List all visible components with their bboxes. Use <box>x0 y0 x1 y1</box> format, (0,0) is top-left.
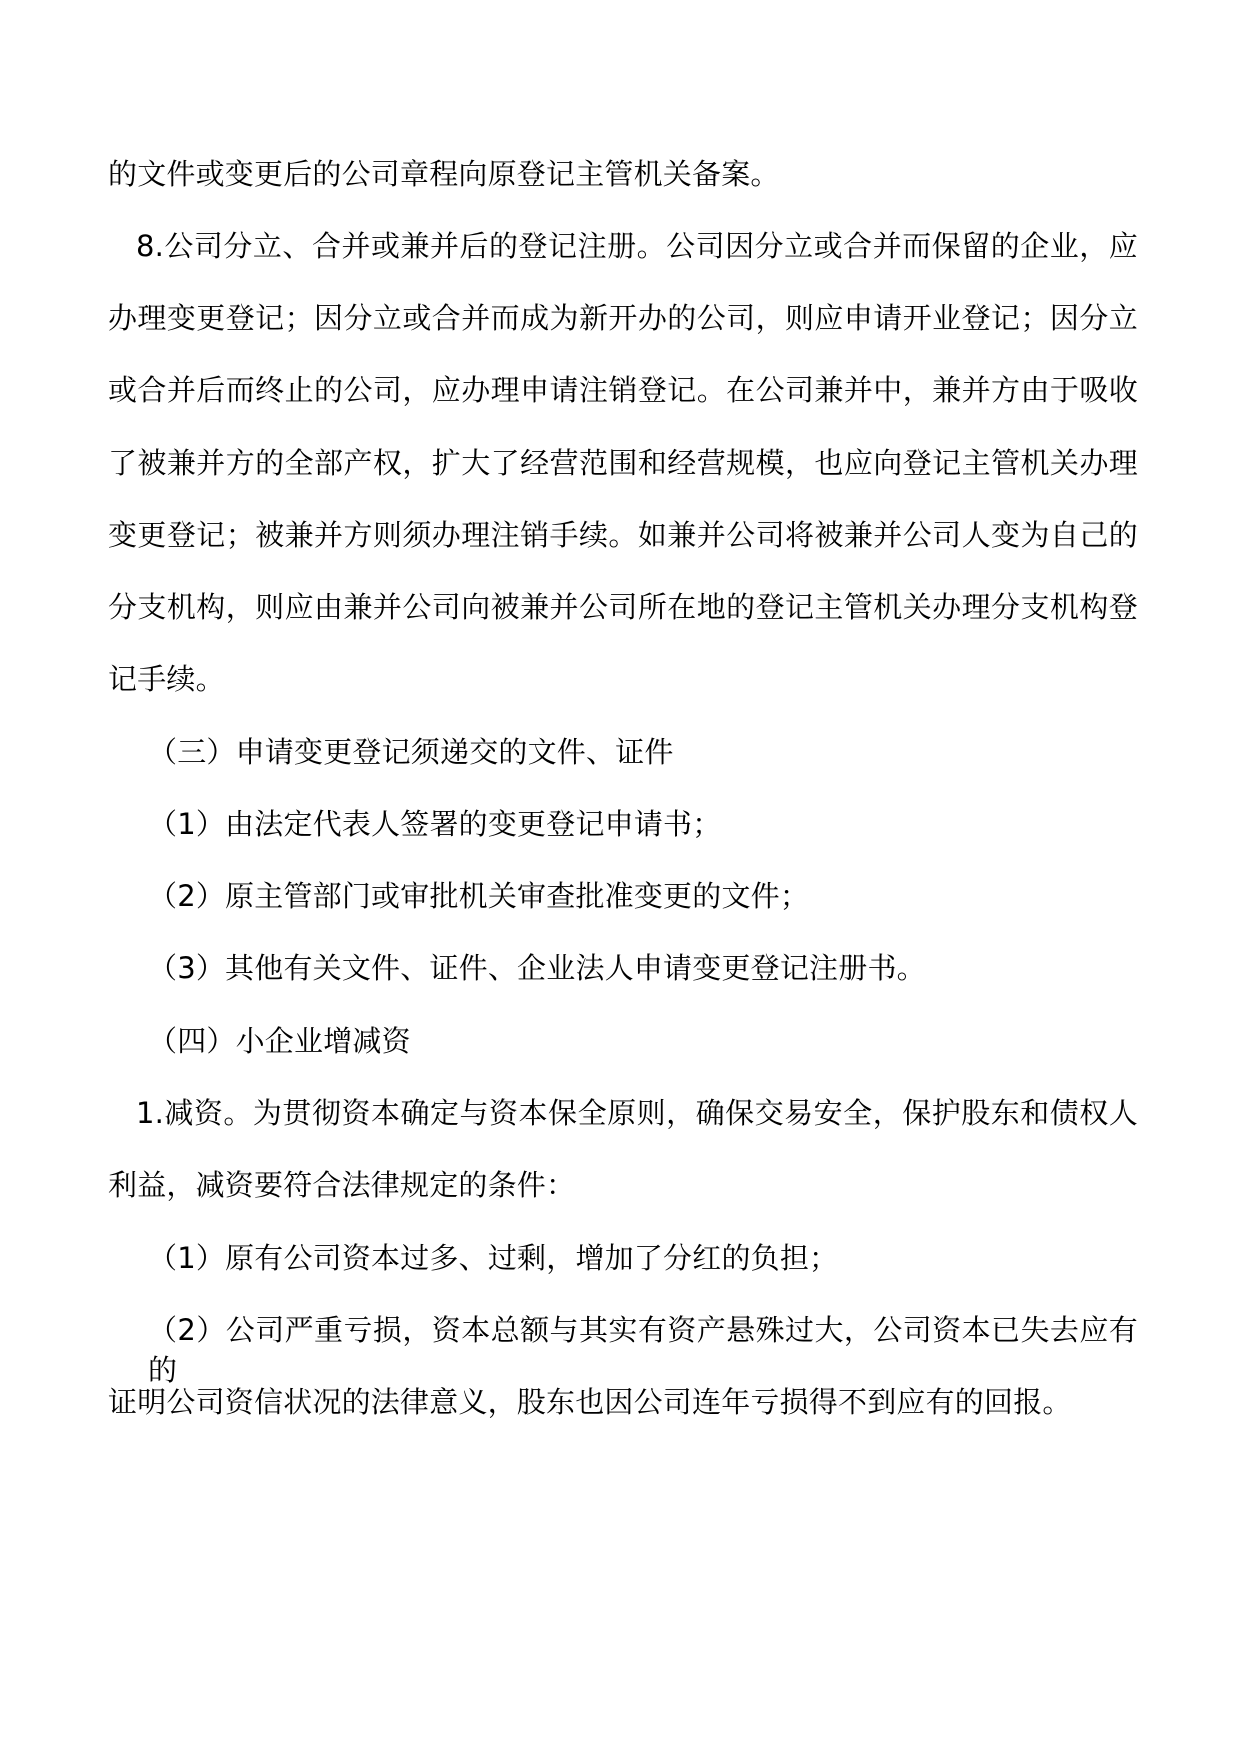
text-line-10: （1）由法定代表人签署的变更登记申请书； <box>148 807 722 841</box>
text-line-18: 证明公司资信状况的法律意义，股东也因公司连年亏损得不到应有的回报。 <box>108 1385 1072 1419</box>
text-line-4: 或合并后而终止的公司，应办理申请注销登记。在公司兼并中，兼并方由于吸收 <box>108 373 1138 407</box>
text-line-8: 记手续。 <box>108 662 225 696</box>
text-line-1: 的文件或变更后的公司章程向原登记主管机关备案。 <box>108 157 780 191</box>
text-line-3: 办理变更登记；因分立或合并而成为新开办的公司，则应申请开业登记；因分立 <box>108 301 1138 335</box>
text-line-14: 1.减资。为贯彻资本确定与资本保全原则，确保交易安全，保护股东和债权人 <box>136 1096 1138 1130</box>
section-heading-3: （三）申请变更登记须递交的文件、证件 <box>148 735 674 769</box>
text-line-7: 分支机构，则应由兼并公司向被兼并公司所在地的登记主管机关办理分支机构登 <box>108 590 1138 624</box>
text-line-17: （2）公司严重亏损，资本总额与其实有资产悬殊过大，公司资本已失去应有的 <box>148 1313 1138 1387</box>
text-line-5: 了被兼并方的全部产权，扩大了经营范围和经营规模，也应向登记主管机关办理 <box>108 446 1138 480</box>
text-line-6: 变更登记；被兼并方则须办理注销手续。如兼并公司将被兼并公司人变为自己的 <box>108 518 1138 552</box>
section-heading-4: （四）小企业增减资 <box>148 1024 411 1058</box>
text-line-16: （1）原有公司资本过多、过剩，增加了分红的负担； <box>148 1241 839 1275</box>
text-line-11: （2）原主管部门或审批机关审查批准变更的文件； <box>148 879 810 913</box>
text-line-12: （3）其他有关文件、证件、企业法人申请变更登记注册书。 <box>148 951 926 985</box>
text-line-2: 8.公司分立、合并或兼并后的登记注册。公司因分立或合并而保留的企业，应 <box>136 229 1138 263</box>
text-line-15: 利益，减资要符合法律规定的条件： <box>108 1168 576 1202</box>
